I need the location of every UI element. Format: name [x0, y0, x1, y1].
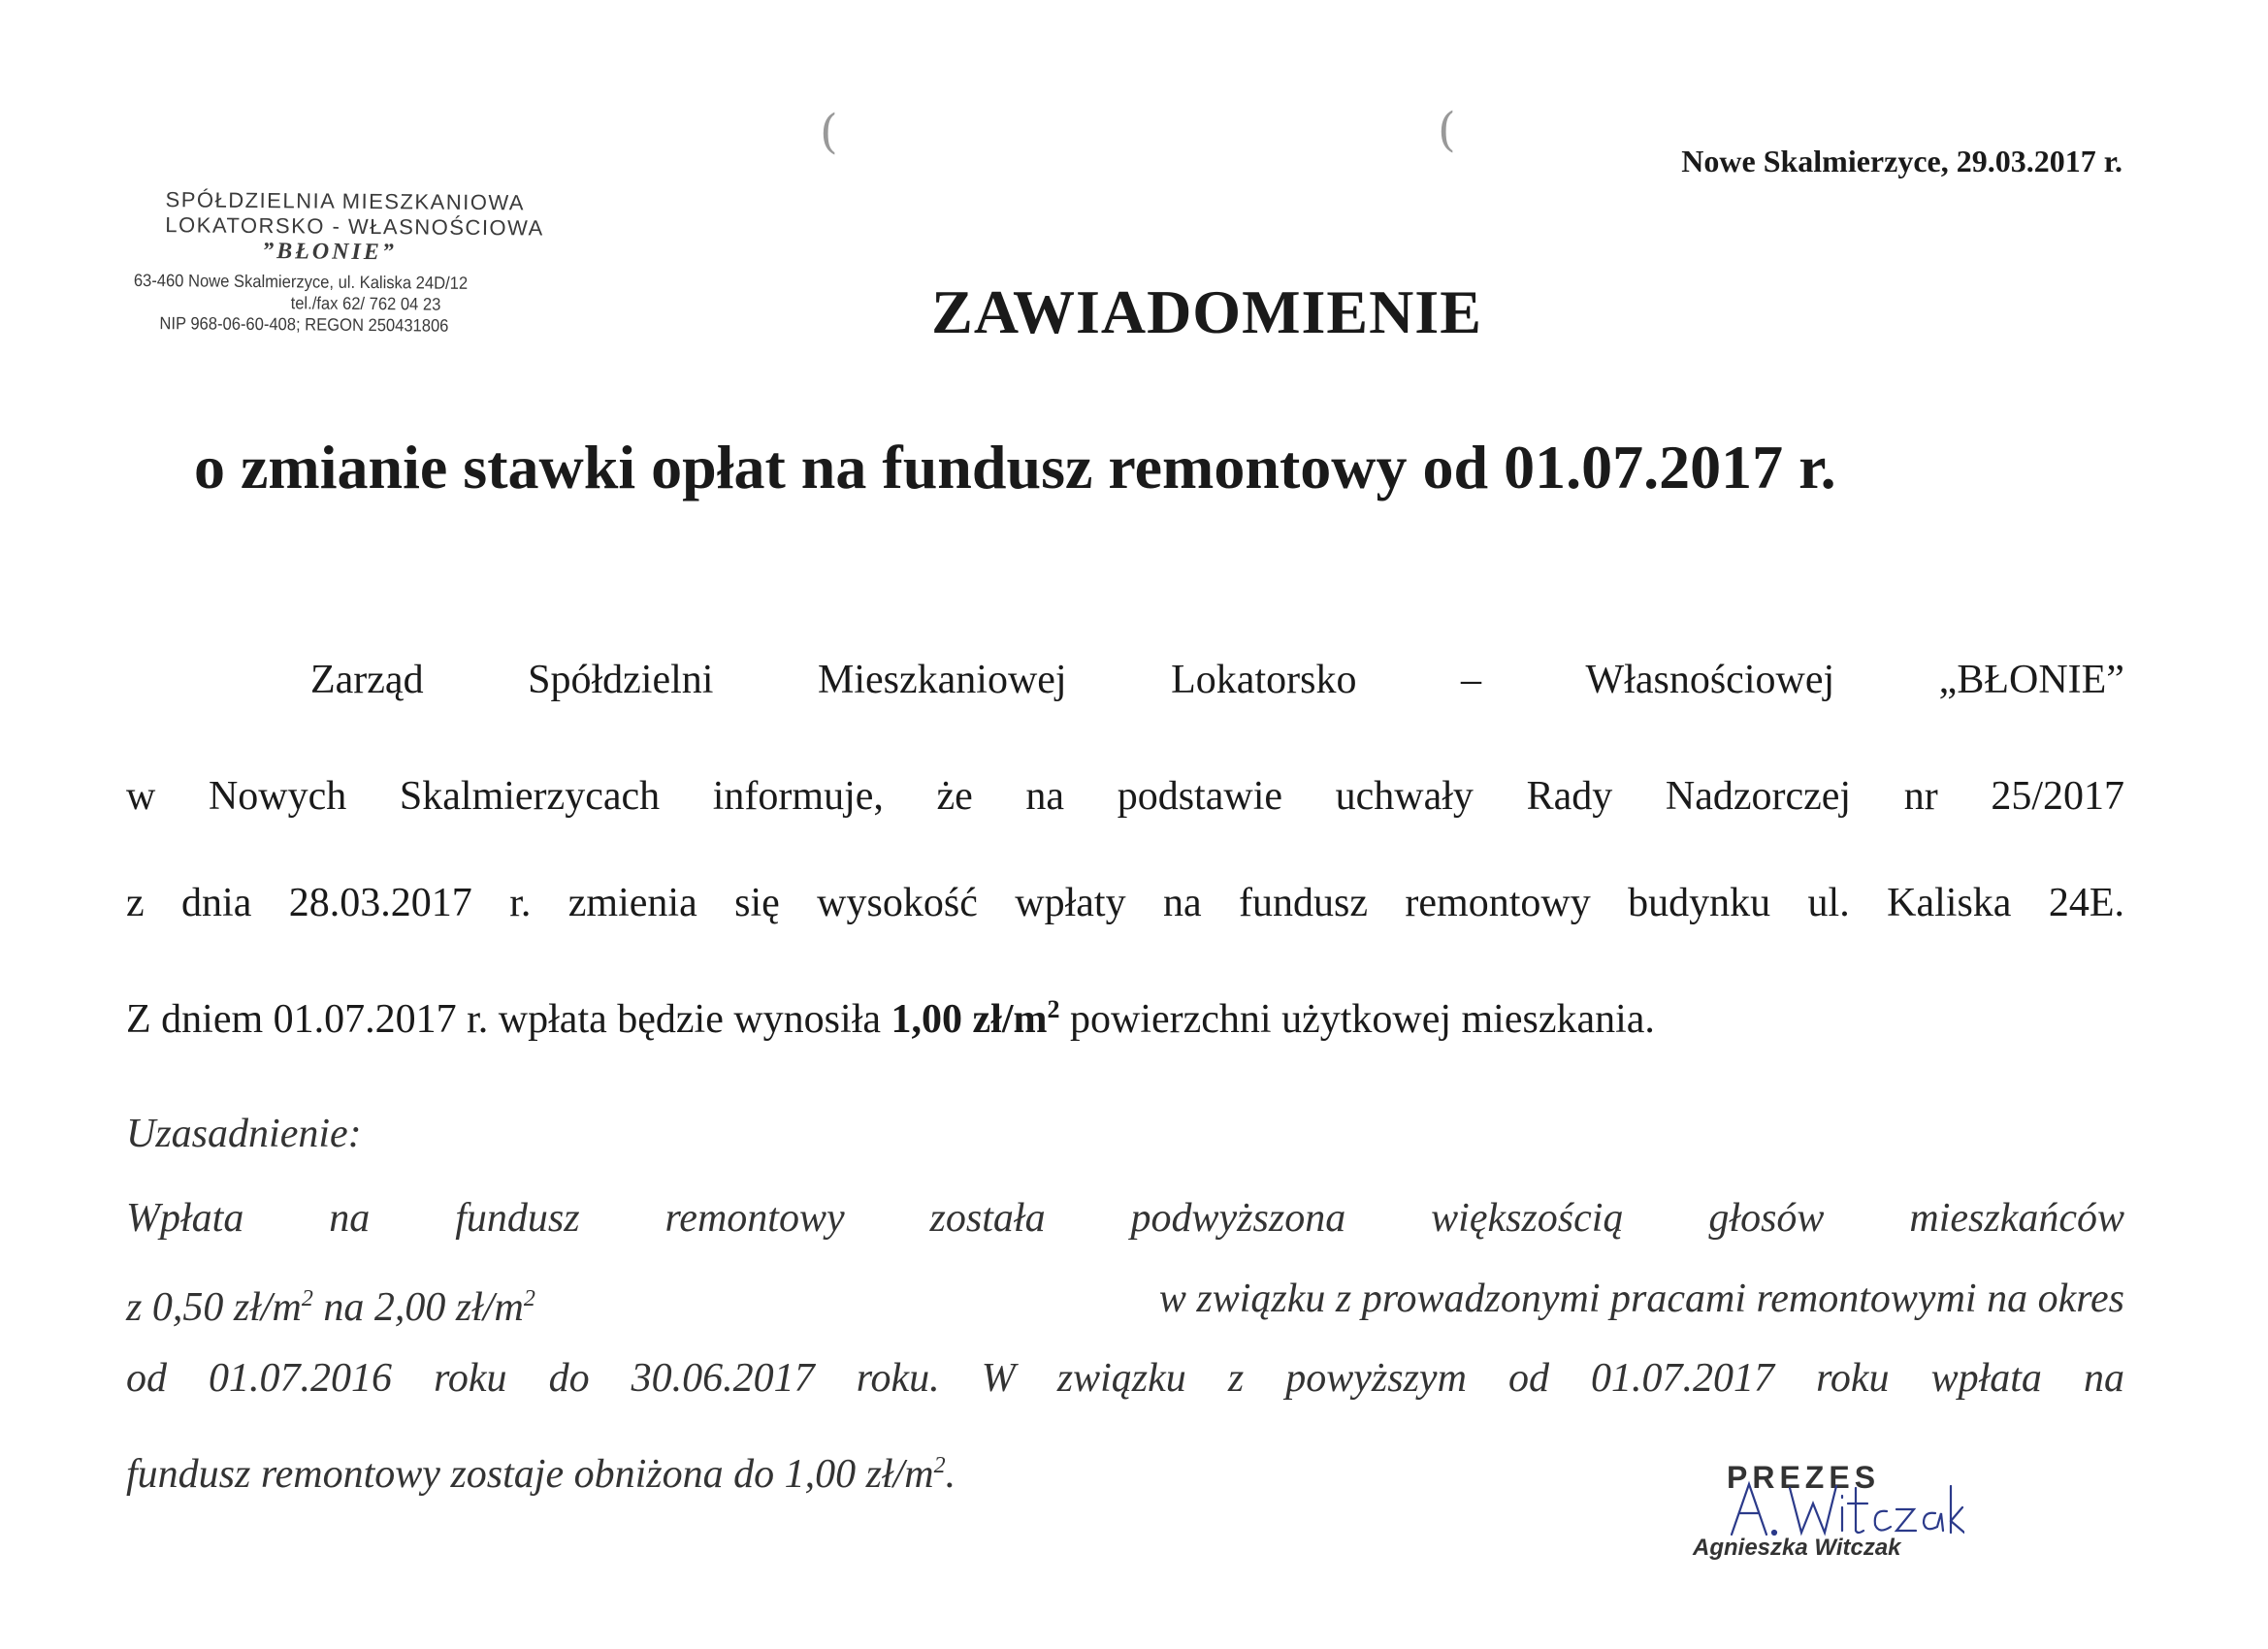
page-subtitle: o zmianie stawki opłat na fundusz remontowy od 01.07.2017 r.: [194, 433, 1836, 501]
justification-line-1: Wpłata na fundusz remontowy została podwyższona większością głosów mieszkańców: [126, 1196, 2124, 1241]
stamp-line-5: tel./fax 62/ 762 04 23: [290, 293, 441, 314]
stamp-line-6: NIP 968-06-60-408; REGON 250431806: [159, 313, 449, 336]
punch-mark-right: (: [1438, 103, 1456, 157]
justification-line-2-a: [126, 1278, 535, 1328]
page-title: ZAWIADOMIENIE: [931, 277, 1482, 346]
justification-line-2: [126, 1278, 2124, 1328]
body-line-4-pre: Z dniem 01.07.2017 r. wpłata będzie wynosiła: [126, 997, 891, 1042]
body-line-4: [126, 989, 2124, 1040]
body-word: –: [1460, 658, 1481, 702]
body-word: „BŁONIE”: [1938, 658, 2124, 702]
body-word: Zarząd: [310, 658, 424, 702]
justification-line-3: od 01.07.2016 roku do 30.06.2017 roku. W związku z powyższym od 01.07.2017 roku wpłata na: [126, 1356, 2124, 1401]
from-rate-exponent: 2: [301, 1286, 313, 1311]
rate-value: 1,00 zł/m: [891, 997, 1048, 1042]
body-word: Spółdzielni: [528, 658, 714, 702]
from-rate: z 0,50 zł/m: [126, 1285, 302, 1330]
signature-title: PREZES: [1727, 1460, 1881, 1495]
body-line-4-post: powierzchni użytkowej mieszkania.: [1059, 997, 1655, 1042]
stamp-line-3: ”BŁONIE”: [262, 239, 397, 266]
to-rate: na 2,00 zł/m: [312, 1285, 524, 1330]
stamp-line-2: LOKATORSKO - WŁASNOŚCIOWA: [165, 212, 544, 241]
body-line-2: w Nowych Skalmierzycach informuje, że na podstawie uchwały Rady Nadzorczej nr 25/2017: [126, 774, 2124, 819]
document-date: Nowe Skalmierzyce, 29.03.2017 r.: [1681, 144, 2122, 178]
body-word: Mieszkaniowej: [818, 658, 1067, 702]
stamp-line-4: 63-460 Nowe Skalmierzyce, ul. Kaliska 24D/12: [133, 270, 469, 293]
rate-exponent: 2: [1047, 995, 1060, 1023]
punch-mark-left: (: [820, 105, 838, 159]
justification-line-2-c: w związku z prowadzonymi pracami remontowymi na okres: [1149, 1277, 2124, 1321]
body-line-1: [310, 660, 2124, 700]
body-line-3: z dnia 28.03.2017 r. zmienia się wysokość wpłaty na fundusz remontowy budynku ul. Kaliska 24E.: [126, 881, 2124, 925]
justification-heading: Uzasadnienie:: [126, 1112, 362, 1156]
to-rate-exponent: 2: [523, 1286, 535, 1311]
signatory-name: Agnieszka Witczak: [1693, 1535, 1901, 1561]
justification-line-4-end: .: [945, 1452, 956, 1497]
stamp-line-1: SPÓŁDZIELNIA MIESZKANIOWA: [165, 187, 526, 215]
justification-line-4-text: fundusz remontowy zostaje obniżona do 1,00 zł/m: [126, 1452, 934, 1497]
body-word: Lokatorsko: [1171, 658, 1357, 702]
final-rate-exponent: 2: [933, 1453, 946, 1478]
body-word: Własnościowej: [1585, 658, 1835, 702]
